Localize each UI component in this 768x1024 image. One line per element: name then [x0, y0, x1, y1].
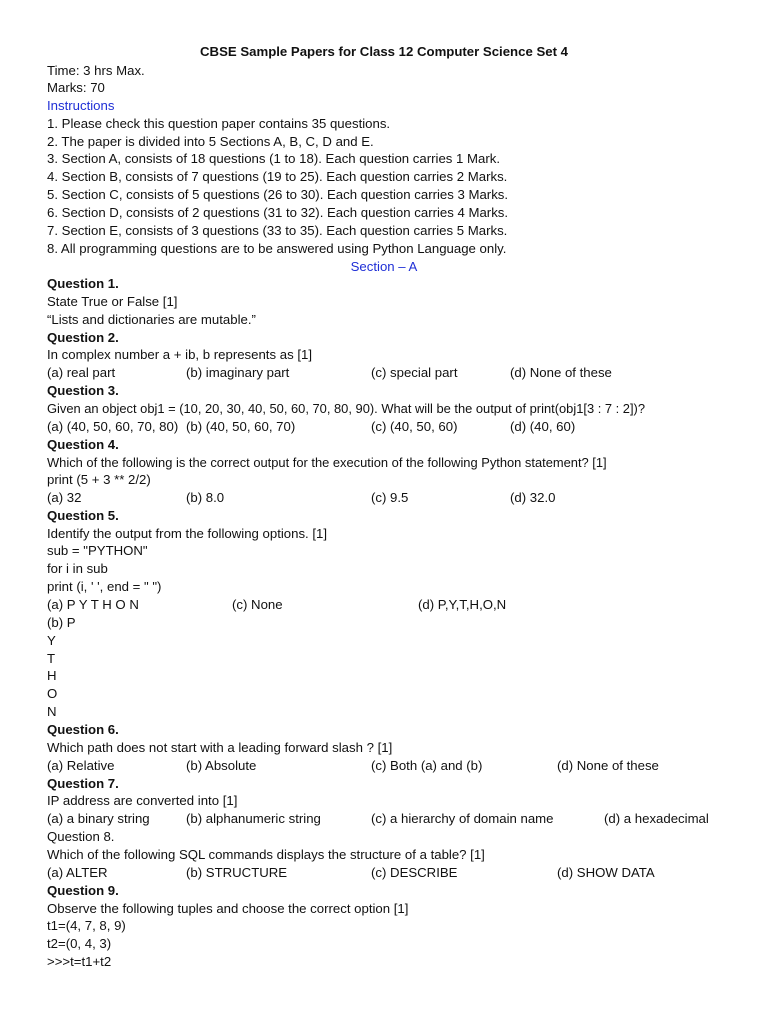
option: (b) imaginary part: [186, 365, 290, 380]
instruction-item: 6. Section D, consists of 2 questions (31 to 32). Each question carries 4 Marks.: [47, 205, 509, 220]
question-label: Question 4.: [47, 437, 119, 452]
code-line: >>>t=t1+t2: [47, 954, 112, 969]
question-text: IP address are converted into [1]: [47, 793, 238, 808]
question-label: Question 2.: [47, 330, 119, 345]
question-label: Question 8.: [47, 829, 115, 844]
instructions-heading: Instructions: [47, 98, 115, 113]
instruction-item: 2. The paper is divided into 5 Sections A, B, C, D and E.: [47, 134, 374, 149]
question-text: “Lists and dictionaries are mutable.”: [47, 312, 256, 327]
code-line: for i in sub: [47, 561, 108, 576]
option-line: O: [47, 686, 58, 701]
option: (a) ALTER: [47, 865, 108, 880]
option: (a) real part: [47, 365, 116, 380]
instruction-item: 5. Section C, consists of 5 questions (26 to 30). Each question carries 3 Marks.: [47, 187, 509, 202]
option: (d) SHOW DATA: [557, 865, 655, 880]
option: (b) alphanumeric string: [186, 811, 321, 826]
question-text: Which of the following SQL commands displays the structure of a table? [1]: [47, 847, 485, 862]
question-text: Given an object obj1 = (10, 20, 30, 40, 50, 60, 70, 80, 90). What will be the output of print(obj1[3 : 7 : 2])?: [47, 401, 645, 416]
option: (b) STRUCTURE: [186, 865, 288, 880]
instruction-item: 4. Section B, consists of 7 questions (19 to 25). Each question carries 2 Marks.: [47, 169, 508, 184]
time-line: Time: 3 hrs Max.: [47, 63, 145, 78]
question-text: Which of the following is the correct output for the execution of the following Python statement? [1]: [47, 455, 607, 470]
code-line: t1=(4, 7, 8, 9): [47, 918, 126, 933]
option: (c) (40, 50, 60): [371, 419, 458, 434]
instruction-item: 7. Section E, consists of 3 questions (33 to 35). Each question carries 5 Marks.: [47, 223, 508, 238]
option: (c) special part: [371, 365, 458, 380]
option: (d) P,Y,T,H,O,N: [418, 597, 507, 612]
marks-line: Marks: 70: [47, 80, 105, 95]
option: (c) a hierarchy of domain name: [371, 811, 554, 826]
section-a-heading: Section – A: [350, 259, 418, 274]
option-line: Y: [47, 633, 56, 648]
page-title: CBSE Sample Papers for Class 12 Computer Science Set 4: [200, 44, 568, 59]
option: (a) 32: [47, 490, 82, 505]
instruction-item: 3. Section A, consists of 18 questions (1 to 18). Each question carries 1 Mark.: [47, 151, 501, 166]
question-label: Question 3.: [47, 383, 119, 398]
option: (b) 8.0: [186, 490, 225, 505]
option: (c) 9.5: [371, 490, 409, 505]
option: (c) DESCRIBE: [371, 865, 458, 880]
instruction-item: 8. All programming questions are to be answered using Python Language only.: [47, 241, 507, 256]
option: (a) Relative: [47, 758, 115, 773]
option: (b) (40, 50, 60, 70): [186, 419, 296, 434]
option: (b) P: [47, 615, 76, 630]
option: (d) a hexadecimal: [604, 811, 709, 826]
option: (d) None of these: [510, 365, 612, 380]
question-label: Question 5.: [47, 508, 119, 523]
question-text: In complex number a + ib, b represents as [1]: [47, 347, 312, 362]
question-text: Observe the following tuples and choose the correct option [1]: [47, 901, 409, 916]
option: (a) P Y T H O N: [47, 597, 139, 612]
option: (b) Absolute: [186, 758, 257, 773]
option-line: T: [47, 651, 56, 666]
option: (d) (40, 60): [510, 419, 576, 434]
question-label: Question 1.: [47, 276, 119, 291]
option-line: H: [47, 668, 57, 683]
code-line: sub = "PYTHON": [47, 543, 148, 558]
option-line: N: [47, 704, 57, 719]
question-label: Question 9.: [47, 883, 119, 898]
question-label: Question 7.: [47, 776, 119, 791]
question-label: Question 6.: [47, 722, 119, 737]
instruction-item: 1. Please check this question paper contains 35 questions.: [47, 116, 391, 131]
question-text: Which path does not start with a leading forward slash ? [1]: [47, 740, 393, 755]
option: (c) Both (a) and (b): [371, 758, 483, 773]
question-text: print (5 + 3 ** 2/2): [47, 472, 151, 487]
question-text: State True or False [1]: [47, 294, 178, 309]
question-text: Identify the output from the following options. [1]: [47, 526, 328, 541]
code-line: t2=(0, 4, 3): [47, 936, 112, 951]
option: (a) (40, 50, 60, 70, 80): [47, 419, 179, 434]
code-line: print (i, ' ', end = " "): [47, 579, 162, 594]
option: (c) None: [232, 597, 283, 612]
option: (d) 32.0: [510, 490, 556, 505]
option: (d) None of these: [557, 758, 659, 773]
option: (a) a binary string: [47, 811, 150, 826]
